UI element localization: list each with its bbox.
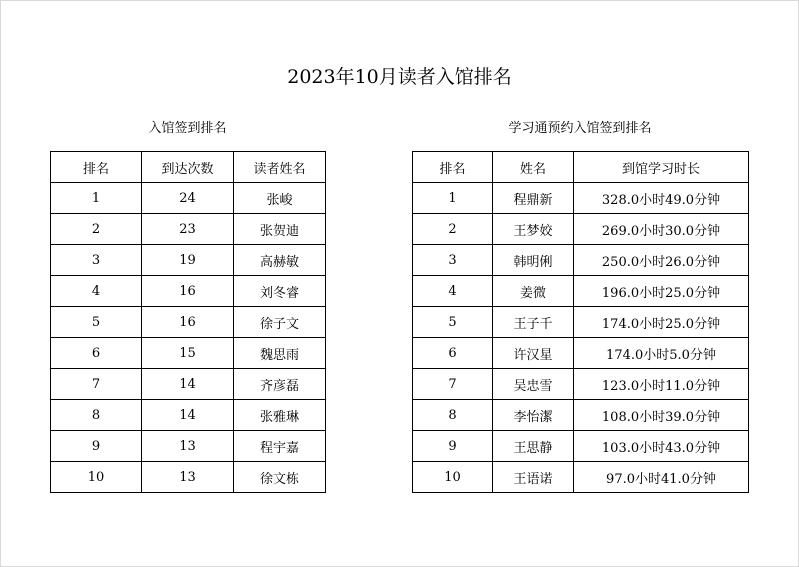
rank-cell: 8	[413, 400, 493, 431]
table-row	[51, 400, 326, 431]
visit-count-cell: 13	[142, 431, 234, 462]
rank-cell: 9	[51, 431, 142, 462]
visit-count-cell: 19	[142, 245, 234, 276]
reader-name-cell: 魏思雨	[234, 338, 326, 369]
checkin-ranking-subtitle: 入馆签到排名	[148, 121, 227, 136]
table-row	[51, 245, 326, 276]
study-duration-cell: 108.0小时39.0分钟	[574, 400, 749, 431]
study-duration-cell: 103.0小时43.0分钟	[574, 431, 749, 462]
table-row	[413, 276, 749, 307]
rank-cell: 5	[51, 307, 142, 338]
rank-cell: 9	[413, 431, 493, 462]
column-header-name: 姓名	[493, 152, 574, 183]
table-row	[51, 369, 326, 400]
rank-cell: 6	[413, 338, 493, 369]
study-duration-cell: 328.0小时49.0分钟	[574, 183, 749, 214]
column-header-study-duration: 到馆学习时长	[574, 152, 749, 183]
visit-count-cell: 23	[142, 214, 234, 245]
table-row	[413, 338, 749, 369]
table-row	[51, 276, 326, 307]
visit-count-cell: 16	[142, 276, 234, 307]
rank-cell: 6	[51, 338, 142, 369]
study-ranking-table	[412, 151, 749, 493]
reader-name-cell: 刘冬睿	[234, 276, 326, 307]
reader-name-cell: 程宇嘉	[234, 431, 326, 462]
visit-count-cell: 13	[142, 462, 234, 493]
study-duration-cell: 196.0小时25.0分钟	[574, 276, 749, 307]
name-cell: 姜微	[493, 276, 574, 307]
study-duration-cell: 123.0小时11.0分钟	[574, 369, 749, 400]
table-row	[51, 214, 326, 245]
table-row	[51, 183, 326, 214]
table-row	[51, 307, 326, 338]
table-row	[413, 307, 749, 338]
column-header-visit-count: 到达次数	[142, 152, 234, 183]
table-header-row	[413, 152, 749, 183]
reader-name-cell: 张雅琳	[234, 400, 326, 431]
visit-count-cell: 14	[142, 369, 234, 400]
column-header-rank: 排名	[413, 152, 493, 183]
table-row	[413, 462, 749, 493]
table-row	[413, 369, 749, 400]
study-ranking-subtitle: 学习通预约入馆签到排名	[508, 121, 652, 136]
name-cell: 程鼎新	[493, 183, 574, 214]
reader-name-cell: 徐文栋	[234, 462, 326, 493]
table-row	[51, 462, 326, 493]
reader-name-cell: 齐彦磊	[234, 369, 326, 400]
name-cell: 韩明俐	[493, 245, 574, 276]
rank-cell: 1	[413, 183, 493, 214]
checkin-ranking-table	[50, 151, 326, 493]
table-row	[51, 431, 326, 462]
table-row	[413, 400, 749, 431]
table-header-row	[51, 152, 326, 183]
table-row	[413, 183, 749, 214]
rank-cell: 3	[51, 245, 142, 276]
study-duration-cell: 97.0小时41.0分钟	[574, 462, 749, 493]
name-cell: 许汉星	[493, 338, 574, 369]
visit-count-cell: 16	[142, 307, 234, 338]
reader-name-cell: 高赫敏	[234, 245, 326, 276]
reader-name-cell: 张峻	[234, 183, 326, 214]
study-duration-cell: 269.0小时30.0分钟	[574, 214, 749, 245]
rank-cell: 7	[413, 369, 493, 400]
rank-cell: 4	[51, 276, 142, 307]
visit-count-cell: 15	[142, 338, 234, 369]
table-row	[51, 338, 326, 369]
visit-count-cell: 24	[142, 183, 234, 214]
rank-cell: 1	[51, 183, 142, 214]
name-cell: 王子千	[493, 307, 574, 338]
rank-cell: 10	[51, 462, 142, 493]
page-title: 2023年10月读者入馆排名	[287, 66, 512, 88]
name-cell: 王语诺	[493, 462, 574, 493]
rank-cell: 4	[413, 276, 493, 307]
rank-cell: 8	[51, 400, 142, 431]
rank-cell: 2	[413, 214, 493, 245]
column-header-reader-name: 读者姓名	[234, 152, 326, 183]
name-cell: 王思静	[493, 431, 574, 462]
reader-name-cell: 张贺迪	[234, 214, 326, 245]
name-cell: 李怡潔	[493, 400, 574, 431]
name-cell: 吴忠雪	[493, 369, 574, 400]
study-duration-cell: 250.0小时26.0分钟	[574, 245, 749, 276]
table-row	[413, 214, 749, 245]
rank-cell: 7	[51, 369, 142, 400]
rank-cell: 10	[413, 462, 493, 493]
study-duration-cell: 174.0小时5.0分钟	[574, 338, 749, 369]
rank-cell: 3	[413, 245, 493, 276]
study-duration-cell: 174.0小时25.0分钟	[574, 307, 749, 338]
reader-name-cell: 徐子文	[234, 307, 326, 338]
rank-cell: 5	[413, 307, 493, 338]
name-cell: 王梦姣	[493, 214, 574, 245]
visit-count-cell: 14	[142, 400, 234, 431]
column-header-rank: 排名	[51, 152, 142, 183]
table-row	[413, 431, 749, 462]
rank-cell: 2	[51, 214, 142, 245]
table-row	[413, 245, 749, 276]
